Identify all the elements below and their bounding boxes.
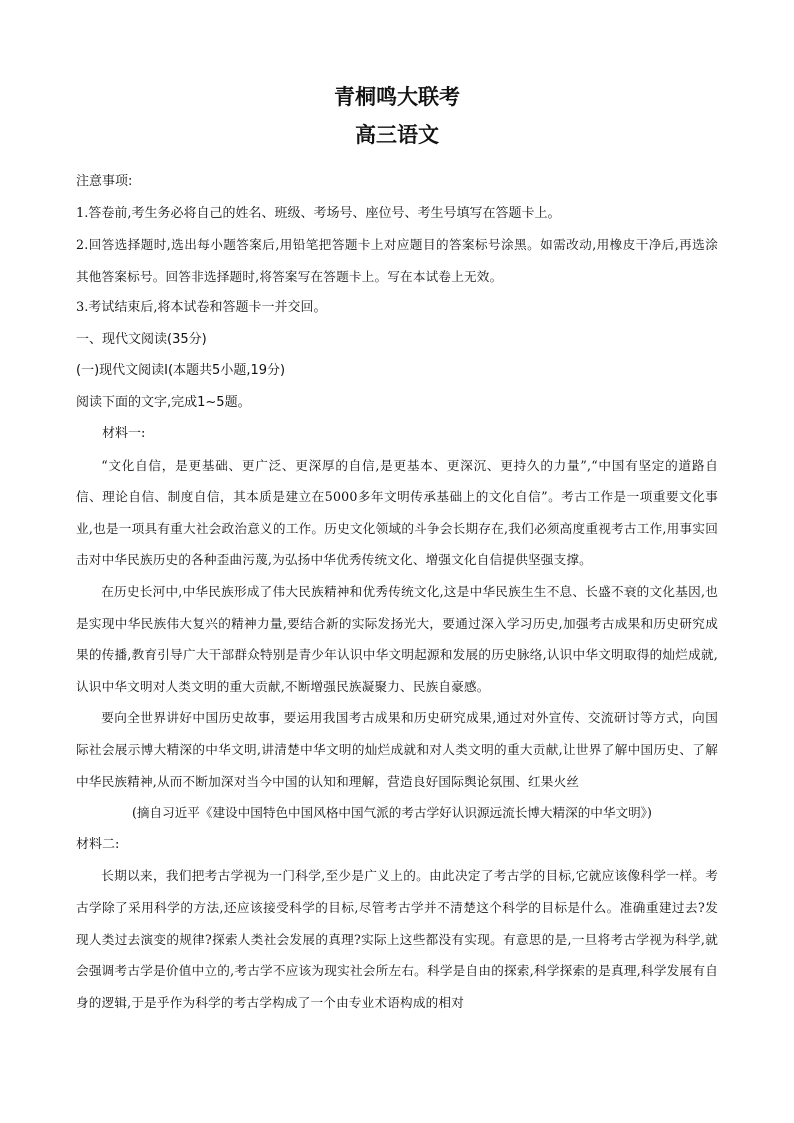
material-2-paragraph-1: 长期以来，我们把考古学视为一门科学,至少是广义上的。由此决定了考古学的目标,它就应该像科学一样。考古学除了采用科学的方法,还应该接受科学的目标,尽管考古学并不清楚这个科学的目标是什么。准确重建过去?发现人类过去演变的规律?探索人类社会发展的真理?实际上这些都没有实现。有意思的是,一旦将考古学视为科学,就会强调考古学是价值中立的,考古学不应该为现实社会所左右。科学是自由的探索,科学探索的是真理,科学发展有自身的逻辑,于是乎作为科学的考古学构成了一个由专业术语构成的相对: [76, 868, 718, 1010]
section-sub-heading: (一)现代文阅读I(本题共5小题,19分): [76, 363, 286, 379]
material-1-paragraph-3: 要向全世界讲好中国历史故事，要运用我国考古成果和历史研究成果,通过对外宣传、交流研讨等方式，向国际社会展示博大精深的中华文明,讲清楚中华文明的灿烂成就和对人类文明的重大贡献,让世界了解中国历史、了解中华民族精神,从而不断加深对当今中国的认知和理解，营造良好国际舆论氛围、红果火丝: [76, 710, 718, 789]
material-1-paragraph-2: 在历史长河中,中华民族形成了伟大民族精神和优秀传统文化,这是中华民族生生不息、长盛不衰的文化基因,也是实现中华民族伟大复兴的精神力量,要结合新的实际发扬光大，要通过深入学习历史,加强考古成果和历史研究成果的传播,教育引导广大干部群众特别是青少年认识中华文明起源和发展的历史脉络,认识中华文明取得的灿烂成就,认识中华文明对人类文明的重大贡献,不断增强民族凝聚力、民族自豪感。: [76, 584, 718, 694]
material-1-paragraph-1: “文化自信，是更基础、更广泛、更深厚的自信,是更基本、更深沉、更持久的力量”,“中国有坚定的道路自信、理论自信、制度自信，其本质是建立在5000多年文明传承基础上的文化自信”。考古工作是一项重要文化事业,也是一项具有重大社会政治意义的工作。历史文化领域的斗争会长期存在,我们必须高度重视考古工作,用事实回击对中华民族历史的各种歪曲污蔑,为弘扬中华优秀传统文化、增强文化自信提供坚强支撑。: [76, 457, 718, 568]
notice-item-2: 2.回答选择题时,选出每小题答案后,用铅笔把答题卡上对应题目的答案标号涂黑。如需改动,用橡皮干净后,再选涂其他答案标号。回答非选择题时,将答案写在答题卡上。写在本试卷上无效。: [76, 237, 718, 284]
exam-title: 青桐鸣大联考: [334, 85, 460, 109]
exam-subject: 高三语文: [355, 123, 439, 147]
material-1-label: 材料一:: [102, 426, 146, 442]
section-instruction: 阅读下面的文字,完成1~5题。: [76, 394, 251, 410]
material-2-label: 材料二:: [76, 836, 120, 852]
material-1-source: (摘自习近平《建设中国特色中国风格中国气派的考古学好认识源远流长博大精深的中华文明》): [132, 805, 652, 821]
notice-heading: 注意事项:: [76, 174, 133, 189]
notice-item-1: 1.答卷前,考生务必将自己的姓名、班级、考场号、座位号、考生号填写在答题卡上。: [76, 205, 561, 221]
section-heading: 一、现代文阅读(35分): [76, 331, 207, 347]
exam-page: [76, 82, 718, 1018]
notice-item-3: 3.考试结束后,将本试卷和答题卡一并交回。: [76, 300, 327, 316]
